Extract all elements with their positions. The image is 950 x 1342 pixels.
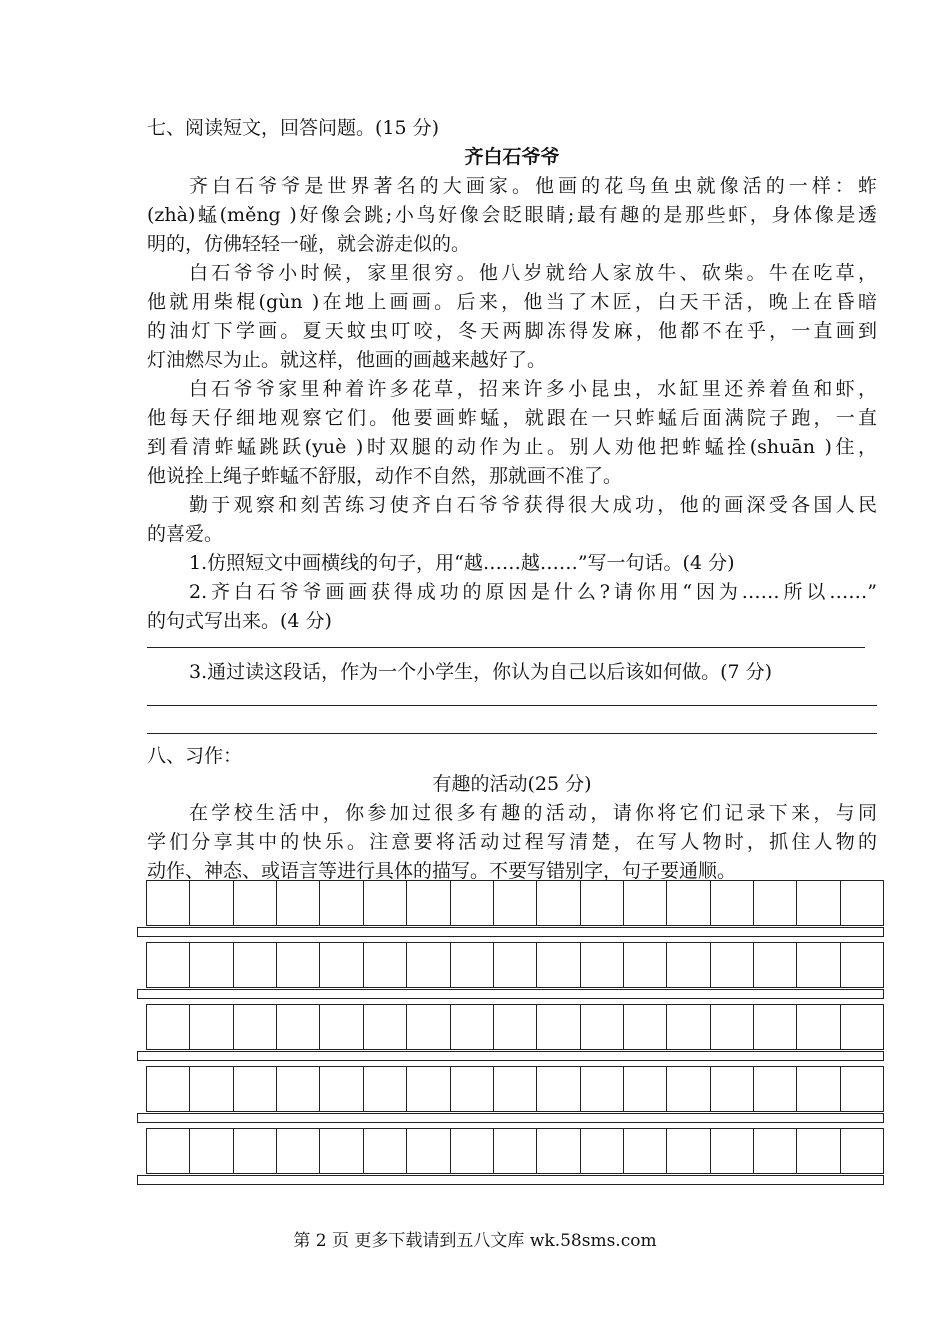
grid-cell[interactable] bbox=[537, 1067, 580, 1111]
grid-cell[interactable] bbox=[407, 1129, 450, 1173]
answer-line[interactable] bbox=[147, 647, 865, 648]
question-2-cont: 的句式写出来。(4 分) bbox=[147, 610, 332, 632]
essay-title: 有趣的活动(25 分) bbox=[432, 773, 592, 795]
grid-cell[interactable] bbox=[190, 1129, 233, 1173]
question-2: 2.齐白石爷爷画画获得成功的原因是什么?请你用“因为……所以……” bbox=[189, 581, 877, 603]
grid-cell[interactable] bbox=[581, 881, 624, 925]
grid-cell[interactable] bbox=[841, 1005, 884, 1049]
grid-row bbox=[146, 880, 884, 926]
grid-cell[interactable] bbox=[190, 881, 233, 925]
grid-row-separator bbox=[137, 927, 884, 937]
grid-cell[interactable] bbox=[320, 1005, 363, 1049]
grid-cell[interactable] bbox=[364, 1067, 407, 1111]
grid-cell[interactable] bbox=[754, 1129, 797, 1173]
grid-cell[interactable] bbox=[581, 1005, 624, 1049]
grid-cell[interactable] bbox=[711, 1129, 754, 1173]
grid-cell[interactable] bbox=[364, 943, 407, 987]
passage-title: 齐白石爷爷 bbox=[464, 146, 560, 168]
passage-line: 的油灯下学画。夏天蚊虫叮咬，冬天两脚冻得发麻，他都不在乎，一直画到 bbox=[147, 320, 877, 342]
grid-cell[interactable] bbox=[234, 1067, 277, 1111]
essay-prompt-line: 在学校生活中，你参加过很多有趣的活动，请你将它们记录下来，与同 bbox=[189, 802, 877, 824]
grid-cell[interactable] bbox=[711, 1067, 754, 1111]
grid-cell[interactable] bbox=[797, 1005, 840, 1049]
grid-row bbox=[146, 1004, 884, 1050]
passage-line: 的喜爱。 bbox=[147, 523, 224, 545]
grid-cell[interactable] bbox=[494, 1005, 537, 1049]
grid-cell[interactable] bbox=[624, 1067, 667, 1111]
grid-cell[interactable] bbox=[320, 881, 363, 925]
grid-cell[interactable] bbox=[797, 1129, 840, 1173]
essay-prompt-line: 动作、神态、或语言等进行具体的描写。不要写错别字，句子要通顺。 bbox=[147, 860, 737, 882]
grid-row bbox=[146, 1066, 884, 1112]
grid-cell[interactable] bbox=[667, 1129, 710, 1173]
grid-cell[interactable] bbox=[797, 881, 840, 925]
passage-line: (zhà)蜢(měng )好像会跳;小鸟好像会眨眼睛;最有趣的是那些虾，身体像是透 bbox=[147, 204, 877, 226]
grid-cell[interactable] bbox=[537, 881, 580, 925]
grid-cell[interactable] bbox=[841, 943, 884, 987]
section8-heading: 八、习作： bbox=[147, 745, 243, 767]
grid-cell[interactable] bbox=[277, 1067, 320, 1111]
grid-cell[interactable] bbox=[320, 1129, 363, 1173]
grid-cell[interactable] bbox=[234, 1129, 277, 1173]
passage-line: 他就用柴棍(gùn )在地上画画。后来，他当了木匠，白天干活，晚上在昏暗 bbox=[147, 291, 877, 313]
grid-cell[interactable] bbox=[624, 943, 667, 987]
grid-cell[interactable] bbox=[407, 1005, 450, 1049]
grid-cell[interactable] bbox=[147, 881, 190, 925]
grid-cell[interactable] bbox=[667, 1067, 710, 1111]
question-3: 3.通过读这段话，作为一个小学生，你认为自己以后该如何做。(7 分) bbox=[189, 661, 773, 683]
grid-cell[interactable] bbox=[190, 1005, 233, 1049]
grid-cell[interactable] bbox=[754, 943, 797, 987]
grid-cell[interactable] bbox=[711, 943, 754, 987]
grid-cell[interactable] bbox=[277, 943, 320, 987]
grid-row-separator bbox=[137, 1113, 884, 1123]
grid-cell[interactable] bbox=[147, 1129, 190, 1173]
grid-row bbox=[146, 942, 884, 988]
grid-cell[interactable] bbox=[277, 881, 320, 925]
grid-cell[interactable] bbox=[364, 881, 407, 925]
grid-row bbox=[146, 1128, 884, 1174]
grid-cell[interactable] bbox=[797, 943, 840, 987]
grid-cell[interactable] bbox=[190, 943, 233, 987]
grid-row-separator bbox=[137, 1051, 884, 1061]
grid-cell[interactable] bbox=[624, 881, 667, 925]
essay-prompt-line: 学们分享其中的快乐。注意要将活动过程写清楚，在写人物时，抓住人物的 bbox=[147, 831, 877, 853]
grid-cell[interactable] bbox=[234, 881, 277, 925]
page-footer: 第 2 页 更多下载请到五八文库 wk.58sms.com bbox=[293, 1231, 657, 1251]
grid-cell[interactable] bbox=[147, 1067, 190, 1111]
grid-cell[interactable] bbox=[277, 1005, 320, 1049]
grid-cell[interactable] bbox=[537, 1005, 580, 1049]
grid-cell[interactable] bbox=[234, 943, 277, 987]
grid-cell[interactable] bbox=[581, 943, 624, 987]
grid-cell[interactable] bbox=[494, 943, 537, 987]
grid-cell[interactable] bbox=[581, 1129, 624, 1173]
grid-cell[interactable] bbox=[494, 1067, 537, 1111]
grid-cell[interactable] bbox=[451, 943, 494, 987]
grid-cell[interactable] bbox=[451, 1005, 494, 1049]
passage-line: 白石爷爷家里种着许多花草，招来许多小昆虫，水缸里还养着鱼和虾， bbox=[189, 378, 877, 400]
grid-cell[interactable] bbox=[320, 1067, 363, 1111]
grid-cell[interactable] bbox=[407, 1067, 450, 1111]
grid-cell[interactable] bbox=[711, 1005, 754, 1049]
grid-cell[interactable] bbox=[797, 1067, 840, 1111]
grid-cell[interactable] bbox=[190, 1067, 233, 1111]
grid-cell[interactable] bbox=[754, 1067, 797, 1111]
grid-cell[interactable] bbox=[451, 881, 494, 925]
grid-cell[interactable] bbox=[234, 1005, 277, 1049]
answer-line[interactable] bbox=[147, 733, 877, 734]
answer-line[interactable] bbox=[147, 705, 877, 706]
grid-cell[interactable] bbox=[494, 1129, 537, 1173]
grid-cell[interactable] bbox=[364, 1129, 407, 1173]
passage-line: 勤于观察和刻苦练习使齐白石爷爷获得很大成功，他的画深受各国人民 bbox=[189, 494, 877, 516]
passage-line: 他说拴上绳子蚱蜢不舒服，动作不自然，那就画不准了。 bbox=[147, 465, 623, 487]
grid-cell[interactable] bbox=[451, 1129, 494, 1173]
grid-row-separator bbox=[137, 1175, 884, 1185]
grid-cell[interactable] bbox=[841, 1067, 884, 1111]
grid-cell[interactable] bbox=[624, 1005, 667, 1049]
grid-cell[interactable] bbox=[667, 1005, 710, 1049]
grid-cell[interactable] bbox=[451, 1067, 494, 1111]
grid-cell[interactable] bbox=[711, 881, 754, 925]
grid-cell[interactable] bbox=[320, 943, 363, 987]
grid-cell[interactable] bbox=[841, 881, 884, 925]
passage-line: 他每天仔细地观察它们。他要画蚱蜢，就跟在一只蚱蜢后面满院子跑，一直 bbox=[147, 407, 877, 429]
grid-cell[interactable] bbox=[537, 1129, 580, 1173]
grid-cell[interactable] bbox=[407, 881, 450, 925]
grid-cell[interactable] bbox=[581, 1067, 624, 1111]
passage-line: 齐白石爷爷是世界著名的大画家。他画的花鸟鱼虫就像活的一样：蚱 bbox=[189, 175, 877, 197]
grid-cell[interactable] bbox=[147, 1005, 190, 1049]
grid-cell[interactable] bbox=[364, 1005, 407, 1049]
passage-line: 到看清蚱蜢跳跃(yuè )时双腿的动作为止。别人劝他把蚱蜢拴(shuān )住， bbox=[147, 436, 877, 458]
grid-cell[interactable] bbox=[667, 943, 710, 987]
passage-line: 白石爷爷小时候，家里很穷。他八岁就给人家放牛、砍柴。牛在吃草， bbox=[189, 262, 877, 284]
grid-cell[interactable] bbox=[754, 1005, 797, 1049]
grid-cell[interactable] bbox=[407, 943, 450, 987]
grid-cell[interactable] bbox=[667, 881, 710, 925]
grid-cell[interactable] bbox=[494, 881, 537, 925]
question-1: 1.仿照短文中画横线的句子，用“越……越……”写一句话。(4 分) bbox=[189, 552, 735, 574]
passage-line: 明的，仿佛轻轻一碰，就会游走似的。 bbox=[147, 233, 471, 255]
grid-cell[interactable] bbox=[537, 943, 580, 987]
grid-cell[interactable] bbox=[841, 1129, 884, 1173]
grid-cell[interactable] bbox=[624, 1129, 667, 1173]
grid-cell[interactable] bbox=[754, 881, 797, 925]
section7-heading: 七、阅读短文，回答问题。(15 分) bbox=[147, 117, 440, 139]
grid-row-separator bbox=[137, 989, 884, 999]
grid-cell[interactable] bbox=[277, 1129, 320, 1173]
passage-line: 灯油燃尽为止。就这样，他画的画越来越好了。 bbox=[147, 349, 547, 371]
grid-cell[interactable] bbox=[147, 943, 190, 987]
